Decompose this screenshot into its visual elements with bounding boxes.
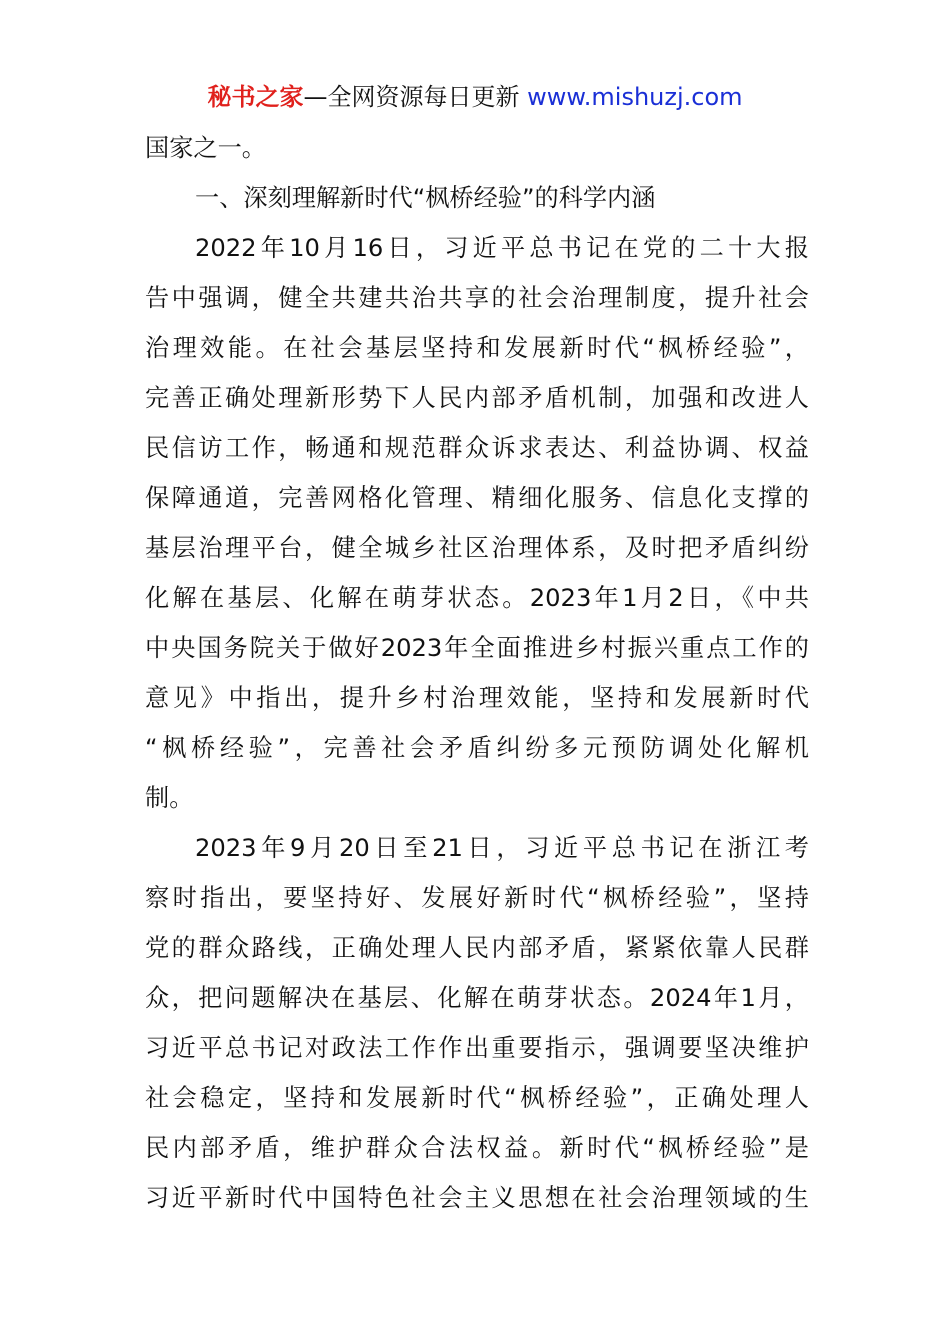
section-heading: 一、深刻理解新时代“枫桥经验”的科学内涵 [195,184,656,212]
text-line: 习近平总书记对政法工作作出重要指示，强调要坚决维护 [145,1034,809,1062]
text-line: 意见》中指出，提升乡村治理效能，坚持和发展新时代 [145,684,809,712]
text-line: 察时指出，要坚持好、发展好新时代“枫桥经验”，坚持 [145,884,809,912]
text-line: 制。 [145,784,194,812]
text-line: 众，把问题解决在基层、化解在萌芽状态。2024年1月， [145,984,809,1012]
site-url: www.mishuzj.com [527,83,743,111]
text-line: 完善正确处理新形势下人民内部矛盾机制，加强和改进人 [145,384,809,412]
text-line: 告中强调，健全共建共治共享的社会治理制度，提升社会 [145,284,809,312]
watermark-header [0,80,950,114]
text-line: 习近平新时代中国特色社会主义思想在社会治理领域的生 [145,1184,809,1212]
document-body [145,123,809,1223]
text-line: 党的群众路线，正确处理人民内部矛盾，紧紧依靠人民群 [145,934,809,962]
text-line: 2022年10月16日，习近平总书记在党的二十大报 [195,234,809,262]
text-line: “枫桥经验”，完善社会矛盾纠纷多元预防调处化解机 [145,734,809,762]
site-tagline: —全网资源每日更新 [303,83,528,111]
text-line: 基层治理平台，健全城乡社区治理体系，及时把矛盾纠纷 [145,534,809,562]
text-line: 社会稳定，坚持和发展新时代“枫桥经验”，正确处理人 [145,1084,809,1112]
text-line: 民信访工作，畅通和规范群众诉求表达、利益协调、权益 [145,434,809,462]
text-line: 中央国务院关于做好2023年全面推进乡村振兴重点工作的 [145,634,809,662]
text-line: 2023年9月20日至21日，习近平总书记在浙江考 [195,834,809,862]
text-line: 国家之一。 [145,134,266,162]
text-line: 民内部矛盾，维护群众合法权益。新时代“枫桥经验”是 [145,1134,809,1162]
text-line: 化解在基层、化解在萌芽状态。2023年1月2日，《中共 [145,584,809,612]
text-line: 保障通道，完善网格化管理、精细化服务、信息化支撑的 [145,484,809,512]
text-line: 治理效能。在社会基层坚持和发展新时代“枫桥经验”， [145,334,809,362]
site-brand: 秘书之家 [207,83,304,111]
